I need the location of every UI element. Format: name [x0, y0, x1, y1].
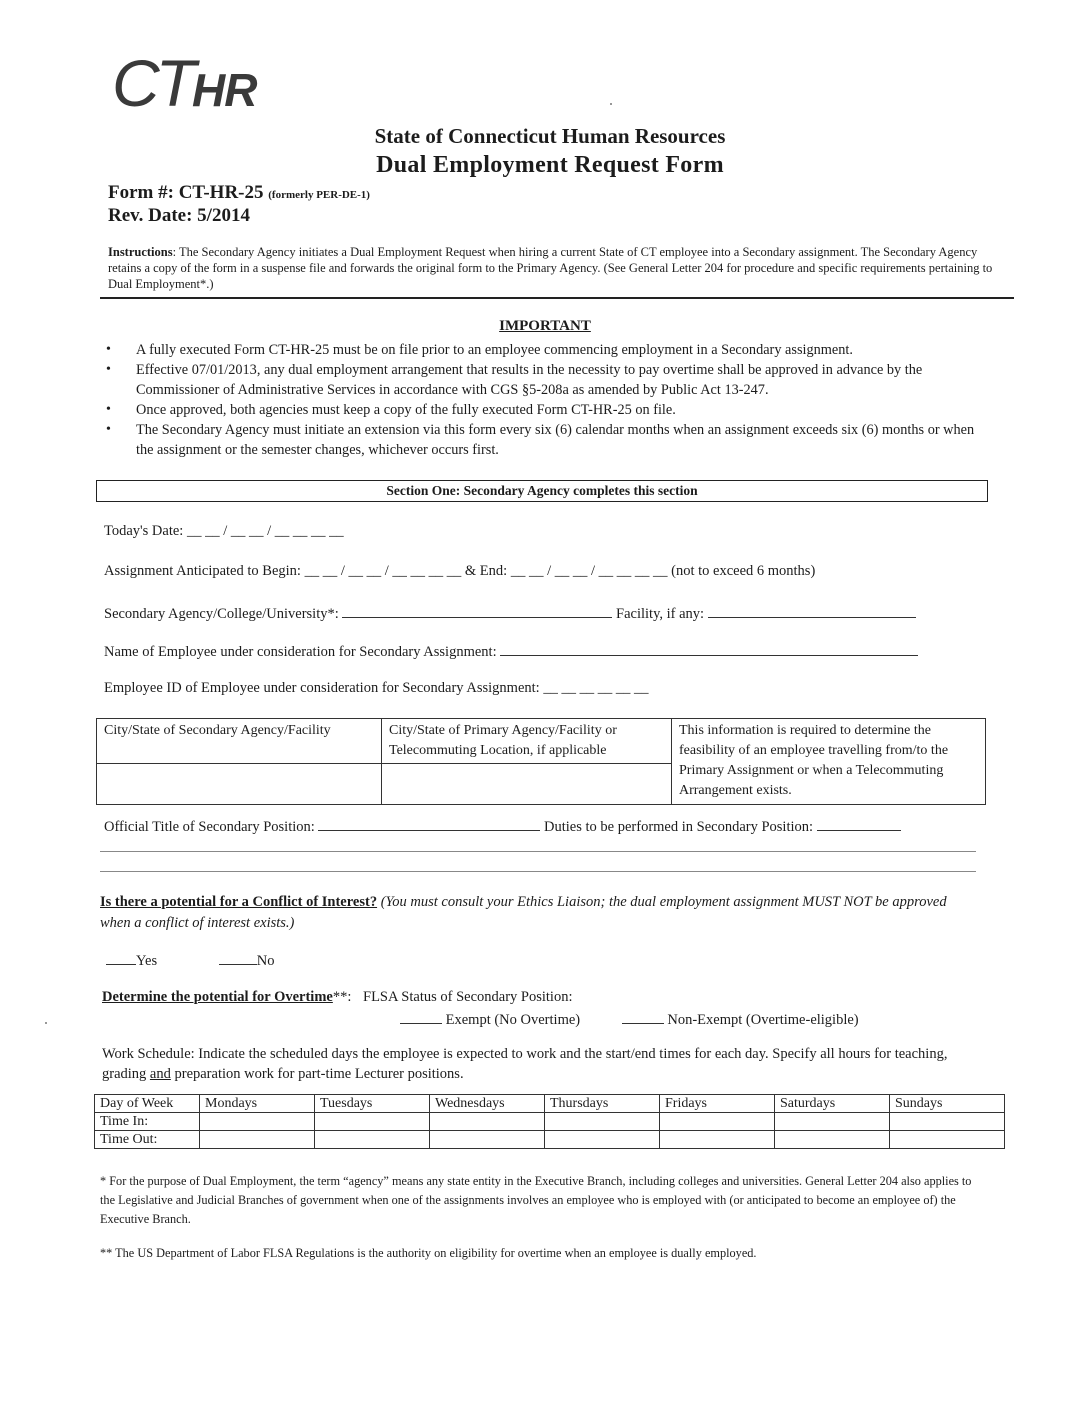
nonexempt-label: Non-Exempt (Overtime-eligible)	[667, 1012, 859, 1028]
location-note: This information is required to determine the feasibility of an employee travelling from/to the Primary Assignment or when a Telecommuting Arrangement exists.	[672, 719, 986, 805]
primary-location-field[interactable]	[382, 764, 672, 805]
overtime-stars: **:	[332, 989, 352, 1005]
schedule-and: and	[149, 1066, 171, 1082]
time-out-label: Time Out:	[95, 1131, 200, 1149]
conflict-question-text: Is there a potential for a Conflict of Interest?	[100, 894, 378, 910]
footnote-agency: * For the purpose of Dual Employment, the term “agency” means any state entity in the Executive Branch, including colleges and universities. General Letter 204 also applies to the Legislative and Judicial Branches of government when one of the assignments involves an employee who is employed with (or anticipated to become an employee of) the Executive Branch.	[100, 1174, 972, 1226]
time-in-cell[interactable]	[890, 1113, 1005, 1131]
assignment-dates-row	[104, 563, 815, 580]
conflict-yes-field[interactable]	[106, 950, 136, 965]
employee-id-field[interactable]: __ __ __ __ __ __	[543, 680, 649, 696]
time-out-cell[interactable]	[890, 1131, 1005, 1149]
schedule-intro-text: Work Schedule: Indicate the scheduled days the employee is expected to work and the start/end times for each day. Specify all hours for teaching, grading	[102, 1046, 948, 1082]
end-label: & End:	[464, 563, 508, 579]
end-date-field[interactable]: __ __ / __ __ / __ __ __ __	[510, 563, 668, 579]
agency-row	[104, 603, 916, 623]
duties-label: Duties to be performed in Secondary Position:	[544, 819, 814, 835]
important-list	[104, 340, 984, 460]
section-one-header: Section One: Secondary Agency completes this section	[96, 480, 988, 502]
todays-date-label: Today's Date:	[104, 523, 184, 539]
location-table	[96, 718, 986, 805]
time-in-cell[interactable]	[775, 1113, 890, 1131]
secondary-agency-field[interactable]	[342, 603, 612, 618]
duties-line-2[interactable]	[100, 871, 976, 872]
divider	[100, 297, 1014, 299]
footnote-flsa: ** The US Department of Labor FLSA Regulations is the authority on eligibility for overtime when an employee is dually employed.	[100, 1246, 757, 1260]
scan-speck	[610, 103, 612, 105]
instructions	[108, 244, 1008, 292]
todays-date-row	[104, 523, 344, 540]
time-out-cell[interactable]	[430, 1131, 545, 1149]
schedule-header-cell: Wednesdays	[430, 1095, 545, 1113]
schedule-intro-end: preparation work for part-time Lecturer positions.	[174, 1066, 464, 1082]
instructions-label: Instructions	[108, 245, 173, 259]
logo-ct: CT	[112, 46, 192, 120]
schedule-header-cell: Tuesdays	[315, 1095, 430, 1113]
time-in-label: Time In:	[95, 1113, 200, 1131]
conflict-question	[100, 892, 980, 934]
list-item: • A fully executed Form CT-HR-25 must be on file prior to an employee commencing employment in a Secondary assignment.	[104, 340, 984, 360]
assignment-begin-label: Assignment Anticipated to Begin:	[104, 563, 301, 579]
time-out-cell[interactable]	[315, 1131, 430, 1149]
important-heading: IMPORTANT	[499, 318, 591, 334]
conflict-answers	[106, 950, 274, 970]
list-item: • Once approved, both agencies must keep a copy of the fully executed Form CT-HR-25 on file.	[104, 400, 984, 420]
todays-date-field[interactable]: __ __ / __ __ / __ __ __ __	[186, 523, 344, 539]
list-item: • The Secondary Agency must initiate an extension via this form every six (6) calendar months when an assignment exceeds six (6) months or when the assignment or the semester changes, whichever occurs first.	[104, 420, 984, 460]
work-schedule-table	[94, 1094, 1005, 1149]
time-out-cell[interactable]	[660, 1131, 775, 1149]
employee-name-field[interactable]	[500, 641, 918, 656]
form-title: Dual Employment Request Form	[376, 152, 724, 178]
org-name: State of Connecticut Human Resources	[374, 124, 726, 148]
time-in-cell[interactable]	[200, 1113, 315, 1131]
form-former-number: (formerly PER-DE-1)	[268, 189, 370, 201]
duties-field[interactable]	[817, 816, 901, 831]
time-in-row	[95, 1113, 1005, 1131]
title-duties-row	[104, 816, 901, 836]
conflict-no-field[interactable]	[219, 950, 257, 965]
time-out-row	[95, 1131, 1005, 1149]
employee-id-row	[104, 680, 648, 697]
time-in-cell[interactable]	[430, 1113, 545, 1131]
conflict-yes-label: Yes	[136, 953, 158, 969]
time-in-cell[interactable]	[660, 1113, 775, 1131]
time-out-cell[interactable]	[200, 1131, 315, 1149]
secondary-agency-label: Secondary Agency/College/University*:	[104, 606, 339, 622]
schedule-header-cell: Mondays	[200, 1095, 315, 1113]
exempt-field[interactable]	[400, 1009, 442, 1024]
facility-label: Facility, if any:	[616, 606, 705, 622]
facility-field[interactable]	[708, 603, 916, 618]
begin-date-field[interactable]: __ __ / __ __ / __ __ __ __	[304, 563, 462, 579]
employee-id-label: Employee ID of Employee under consideration for Secondary Assignment:	[104, 680, 540, 696]
overtime-heading: Determine the potential for Overtime	[102, 989, 333, 1005]
secondary-location-header: City/State of Secondary Agency/Facility	[97, 719, 382, 764]
form-number	[108, 182, 370, 204]
work-schedule-intro	[102, 1044, 982, 1084]
list-item: • Effective 07/01/2013, any dual employment arrangement that results in the necessity to pay overtime shall be approved in advance by the Commissioner of Administrative Services in accordance with CGS §5-208a as amended by Public Act 13-247.	[104, 360, 984, 400]
employee-name-row	[104, 641, 918, 661]
duties-line-1[interactable]	[100, 851, 976, 852]
conflict-no-label: No	[256, 953, 275, 969]
time-in-cell[interactable]	[315, 1113, 430, 1131]
schedule-header-cell: Fridays	[660, 1095, 775, 1113]
schedule-header-cell: Sundays	[890, 1095, 1005, 1113]
schedule-header-cell: Thursdays	[545, 1095, 660, 1113]
time-out-cell[interactable]	[545, 1131, 660, 1149]
logo-hr: HR	[191, 64, 257, 116]
nonexempt-field[interactable]	[622, 1009, 664, 1024]
flsa-label: FLSA Status of Secondary Position:	[363, 989, 573, 1005]
overtime-row	[102, 989, 572, 1006]
exempt-label: Exempt (No Overtime)	[445, 1012, 581, 1028]
cthr-logo	[112, 46, 257, 120]
revision-date: Rev. Date: 5/2014	[108, 205, 250, 226]
conflict-note: (You must consult your Ethics Liaison; the dual employment assignment MUST NOT be approved when a conflict of interest exists.)	[100, 894, 947, 931]
schedule-header-cell: Day of Week	[95, 1095, 200, 1113]
time-in-cell[interactable]	[545, 1113, 660, 1131]
not-exceed-note: (not to exceed 6 months)	[671, 563, 816, 579]
scan-speck	[45, 1022, 47, 1024]
instructions-text: : The Secondary Agency initiates a Dual Employment Request when hiring a current State of CT employee into a Secondary assignment. The Secondary Agency retains a copy of the form in a suspense file and forwards the original form to the Primary Agency. (See General Letter 204 for procedure and specific requirements pertaining to Dual Employment*.)	[108, 245, 993, 291]
primary-location-header: City/State of Primary Agency/Facility or Telecommuting Location, if applicable	[382, 719, 672, 764]
schedule-header-row	[95, 1095, 1005, 1113]
employee-name-label: Name of Employee under consideration for Secondary Assignment:	[104, 644, 497, 660]
form-number-label: Form #: CT-HR-25	[108, 182, 264, 203]
official-title-field[interactable]	[318, 816, 540, 831]
secondary-location-field[interactable]	[97, 764, 382, 805]
flsa-options	[400, 1009, 859, 1029]
official-title-label: Official Title of Secondary Position:	[104, 819, 315, 835]
schedule-header-cell: Saturdays	[775, 1095, 890, 1113]
time-out-cell[interactable]	[775, 1131, 890, 1149]
